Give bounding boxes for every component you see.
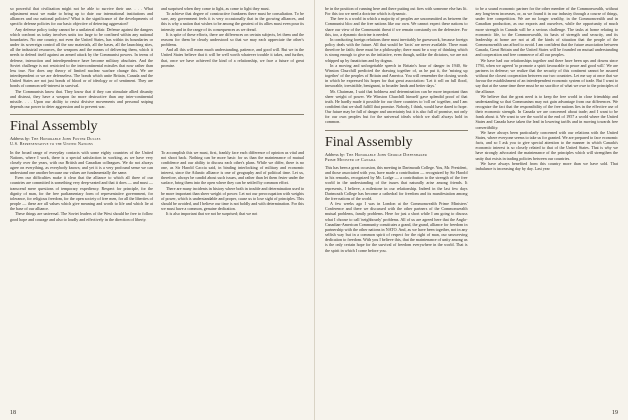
article-title: Final Assembly [325, 134, 413, 150]
byline-role: U.S. Representative to the United Nations [10, 141, 93, 147]
paragraph: The Communists know that. They know that if they can stimulate allied disunity and distrust, they have a weapon far more destructive than any inter-continental missile. . . . Upon our ability to resist divisive movements and personal sniping depends our power to deter aggression and to prevent war. [10, 88, 153, 109]
paragraph: Any defense policy today cannot be a unilateral affair. Defense against the dangers which confront us today involves units too large to be confined within any national boundaries. No one country, not even the United States, has within its boundaries or under its sovereign control all the raw materials, all the bases, all the launching sites, all the industrial resources, the weapons and the means of delivering them, which it needs to defend itself against an armed attack by the Communist powers. In terms of defense, interaction and interdependence have become military absolutes. And the Soviet challenge is not restricted to the intercontinental missiles that now rather than less true. Nor does any theory of limited nuclear warfare change this. We are interdependent or we are defenseless. The bonds which unite Britain, Canada and the United States are not just bonds of blood or of ideology or of sentiment. They are bonds of common self-interest in survival. [10, 26, 153, 89]
paragraph: The free is a world in which a majority of peoples are uncommitted as between the Communist bloc and the free nations like our own. We cannot expect these nations to share our view of the Communist threat if we remain constantly on the defensive. For this, too, a dynamic doctrine is needed. [325, 16, 468, 37]
paragraph: To achieve that degree of constructive frankness there must be consultation. To be sure, any government feels it is very occasionally that in the growing alliances, and this is why a nation that wishes to be among the greatest of its allies must even pour its intensity and in the range of its consequences as we dread. [161, 11, 304, 32]
section-divider [325, 130, 468, 131]
paragraph: Mr. Chairman, I said that boldness and determination can be more important than sheer weight of power. We Winston Churchill himself gave splendid proof of that truth. He hardly made it possible for our three countries to 'roll on' together, and I am confident that we shall fulfill that promise. Nobody, I think, would have dared to hope. Our future may be full of danger and uncertainty but it is also full of promise, not only for our own peoples but for the universal ideals which we shall always hold in common. [325, 88, 468, 125]
paragraph: In a moving and unforgettable speech in Britain's hour of danger in 1940, Sir Winston Churchill predicted the drawing together of, as he put it, the 'mixing up together' of the peoples of Britain and America. You will remember the closing words in which he expressed his hopes for that great association: 'Let it roll on full flood, inexorable, irresistible, benignant, to broader lands and better days.' [325, 62, 468, 89]
paragraph: In the broad range of everyday contacts with some eighty countries of the United Nations, where I work, there is a special satisfaction in working, as we have very closely over the years, with our British and Canadian colleagues. We do not always agree on everything, as everybody knows; and yet it is a very profound sense we can understand one another because our values are fundamentally the same. [10, 149, 153, 176]
paragraph: and surprised when they come to light, as come to light they must. [161, 6, 270, 11]
left-article-column-a [10, 150, 153, 222]
right-column-a [325, 6, 468, 253]
paragraph: There are many incidents in history where both in trouble and determination used to be more important than sheer weight of power. Let not our preoccupation with weights of power, which is understandable and proper, cause us to lose sight of principles. This should be avoided, and I believe our time is not boldly and with determination. For this we must have a common, genuine dedication. [161, 185, 304, 212]
paragraph: And all this will mean much understanding, patience, and good will. But we in the United States believe that it will be well worth whatever trouble it takes, and further, that, once we have achieved the kind of a relationship, we face a future of great promise. [161, 47, 304, 68]
paragraph: We believe that the great need is to keep the free world in close friendship and understanding so that Communism may not gain advantage from our differences. We recognize the fact that the responsibility of the free nations lies in the effective use of their economic strength. In Canada we are concerned about trade; and I want to be frank about it. We want to see the world at the end of 1957 a world where the United States and Canada have taken the lead in lowering tariffs and in moving towards free convertibility. [475, 93, 618, 130]
byline-name: The Honorable John George Diefenbaker [346, 151, 428, 157]
byline-role: Prime Minister of Canada [325, 156, 376, 162]
article-header [10, 119, 304, 146]
right-columns [325, 6, 618, 253]
paragraph: to be a sound economic partner for the other member of the Commonwealth, without any long-term increases, or, as we found it in our industry through a course of things, under free competition. We are no longer wealthy, in the Commonwealth and in Canadian production, as our exports and ourselves, while the opportunity of much more strength in Canada will be a serious challenge. The tasks at home relating to economic life, to the Commonwealth, its basis of strength and security, and its leadership at home are not at all the kinds of situation that the people of the Commonwealth can afford to avoid. I am confident that the future association between Canada, Great Britain and the United States will be founded on mutual understanding and cooperation and free commerce of all our peoples. [475, 6, 618, 58]
paragraph: We have always been particularly concerned with our relations with the United States, where everyone seems to take us for granted. We are prepared to face economic facts, and so I ask you to give special attention to the manner in which Canada's economic interest is so closely related to that of the United States. That is why we have strongly advocated the maintenance of the principles which will strengthen the unity that exists in trading policies between our countries. [475, 129, 618, 161]
paragraph: To accomplish this we must, first, frankly face each difference of opinion as vital and not shoot back. Nothing can be more basic for us than the maintenance of mutual confidence and our ability to discuss each other's plans. While we differ, there is no one, as Sir Harold Caccia said, in binding interlocking of military and economic interest, since the Atlantic alliance is one of geography and of political time. Let us, therefore, always be candid about such issues, and rather than let them fester under the surface, bring them into the open where they can be settled by common effort. [161, 149, 304, 186]
page-number: 18 [10, 410, 16, 416]
paragraph: be in the position of running here and there putting out fires with someone else has lit. For this too we need a doctrine which is dynamic. [325, 6, 468, 17]
page-number: 19 [612, 410, 618, 416]
paragraph: We have always benefited from this country more than we have sold. That imbalance is increasing day by day. Last year [475, 160, 618, 171]
article-title: Final Assembly [10, 119, 98, 135]
paragraph: Even our difficulties make it clear that the alliance to which all three of our countries are committed is something very deep-seated and that it does — and must — transcend mere questions of temporary expediency. Respect for principle, for the dignity of man, for the free parliamentary form of representative government, for tolerance, for religious freedom, for the open society of free men, for all the liberties of people — these are all values which give meaning and worth to life and which lie at the base of our alliance. [10, 175, 153, 212]
article-header [325, 135, 468, 162]
byline-name: The Honorable John Foster Dulles [31, 136, 101, 142]
byline-prefix: Address by: [10, 136, 31, 142]
right-column-b [476, 6, 619, 253]
paragraph: These things are universal. The Soviet leaders of the West should be free to follow good hope and courage and also to loudly and effectively in the direction of liberty. [10, 211, 153, 222]
left-top-column-a [10, 6, 153, 109]
right-page [314, 0, 628, 420]
paragraph: We have had our relationships together and there have been ups and downs since 1794, when we agreed 'to promote a spirit favourable to peace and good will.' We are partners in defense; we realize that the security of this continent cannot be assured without the closest cooperation between our two countries. Let me say at once that we favour the establishment of an interdependent economic system of trade. But I want to say that at the same time there must be no sacrifice of what we owe to the principles of the alliance. [475, 57, 618, 94]
article-byline [10, 136, 304, 146]
paragraph: It is also important that we not be surprised; that we not [166, 211, 258, 217]
article-byline [325, 152, 468, 162]
paragraph: In conducting foreign relations there must inevitably be guesswork, because foreign policy deals with the future. All that would be 'facts' are never available. There must therefore be faith; there must be a philosophy; there must be a way of thinking which is strong enough to give us the initiative, even though, unlike the dictators, we are not whipped up by fanaticism and by dogma. [325, 36, 468, 63]
left-top-columns [10, 6, 304, 109]
left-top-column-b [161, 6, 304, 109]
paragraph: This has been a great occasion, this meeting in Dartmouth College. You, Mr. President, and those associated with you, have made a contribution — recognized by Sir Harold in his remarks, recognized by Mr. Lodge — a contribution to the strength of the free world in the understanding of the issues that naturally arise among friends. It represents, I believe, a milestone in our relationship. Indeed in the last few days Dartmouth College has become a cathedral for freedom and its manifestation among the free nations of the world. [325, 165, 468, 201]
paragraph: A few weeks ago I was in London at the Commonwealth Prime Ministers' Conference and there we discussed with the other partners of the Commonwealth mutual problems, family problems. Here for just a short while I am going to discuss what I choose to call 'neighbourly' problems. All of us are agreed here that the Anglo-Canadian-American Community constitutes a grand, the grand, alliance for freedom in partnership with the other nations in NATO. And, as we have been together, not in any selfish way but in a common spirit of respect for the right of man, our unswerving dedication to freedom. With you I believe this, that the maintenance of unity among us is the only certain hope for the survival of freedom everywhere in the world. That is the spirit in which I come before you. [325, 201, 468, 253]
left-article-column-b [161, 150, 304, 222]
paragraph: so powerful that civilization might not be able to survive their use. . . . What adjustment must we make to bring up to date our international institutions and alliances and our national policies? What is the significance of the developments of specific defense policies for our basic objective of deterring aggression? [10, 6, 153, 27]
byline-prefix: Address by: [325, 151, 346, 157]
left-article-columns [10, 150, 304, 222]
paragraph: It is spite of these efforts, there are differences on certain subjects, let them and the reasons for them be clearly understood so that we may each appreciate the other's problems. [161, 31, 304, 48]
section-divider [10, 114, 304, 115]
